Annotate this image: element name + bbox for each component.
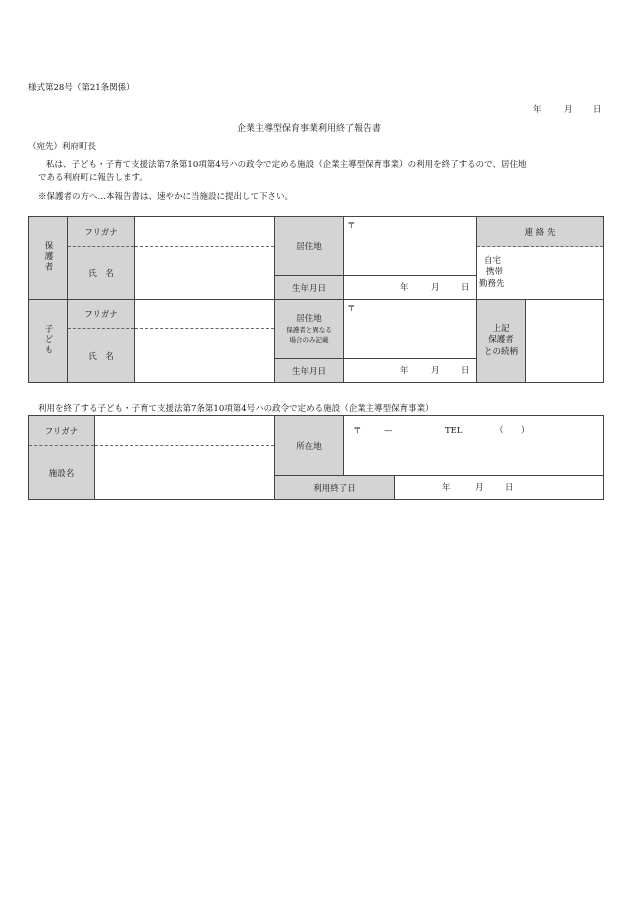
facility-table <box>28 415 604 500</box>
child-dob-year: 年 <box>400 366 409 376</box>
date-year: 年 <box>533 105 542 115</box>
child-dob-month: 月 <box>431 366 440 376</box>
facility-furigana-label: フリガナ <box>29 416 95 446</box>
guardian-section-label: 保護者 <box>29 217 68 300</box>
contact-field[interactable] <box>477 247 604 300</box>
addressee: （宛先）利府町長 <box>28 142 97 152</box>
relation-field[interactable] <box>526 300 604 383</box>
document-title: 企業主導型保育事業利用終了報告書 <box>237 124 382 134</box>
child-address-note1: 保護者と異なる <box>286 326 332 335</box>
end-date-day: 日 <box>505 483 514 493</box>
contact-header: 連 絡 先 <box>477 217 604 247</box>
guardian-name-label: 氏 名 <box>68 247 135 300</box>
child-name-label: 氏 名 <box>68 329 135 383</box>
end-date-year: 年 <box>442 483 451 493</box>
child-address-note2: 場合のみ記載 <box>289 336 329 344</box>
body-text-line1: 私は、子ども・子育て支援法第7条第10項第4号ハの政令で定める施設（企業主導型保育事業）の利用を終了するので、居住地 <box>46 160 527 170</box>
facility-tel-paren-open: （ <box>495 426 504 436</box>
postal-mark-icon: 〒 <box>347 221 356 231</box>
child-dob-day: 日 <box>461 366 470 376</box>
guardian-name-field[interactable] <box>135 247 275 300</box>
guardian-dob-label: 生年月日 <box>275 276 344 300</box>
end-date-month: 月 <box>475 483 484 493</box>
end-date-label: 利用終了日 <box>275 476 395 500</box>
postal-mark-icon: 〒 <box>347 304 356 314</box>
date-month: 月 <box>564 105 573 115</box>
facility-postal-mark: 〒 <box>353 426 362 436</box>
child-section-label: 子ども <box>29 300 68 383</box>
facility-tel-paren-close: ） <box>521 426 530 436</box>
body-text-line2: である利府町に報告します。 <box>38 173 148 183</box>
facility-name-label: 施設名 <box>29 446 95 500</box>
facility-location-label: 所在地 <box>275 416 344 476</box>
child-furigana-label: フリガナ <box>68 300 135 329</box>
contact-home-label: 自宅 <box>484 255 502 266</box>
contact-work-label: 勤務先 <box>479 278 505 289</box>
facility-furigana-field[interactable] <box>95 416 275 446</box>
form-number: 様式第28号（第21条関係） <box>28 83 135 93</box>
child-address-label: 居住地 保護者と異なる 場合のみ記載 <box>275 300 344 359</box>
date-day: 日 <box>593 105 602 115</box>
child-dob-label: 生年月日 <box>275 359 344 383</box>
guardian-furigana-field[interactable] <box>135 217 275 247</box>
child-furigana-field[interactable] <box>135 300 275 329</box>
child-dob-field[interactable] <box>344 359 477 383</box>
notice-text: ※保護者の方へ…本報告書は、速やかに当施設に提出して下さい。 <box>38 192 294 202</box>
facility-heading: 利用を終了する子ども・子育て支援法第7条第10項第4号ハの政令で定める施設（企業主導型保育事業） <box>38 404 434 414</box>
facility-postal-dash: — <box>384 426 393 436</box>
relation-label: 上記 保護者 との続柄 <box>477 300 526 383</box>
facility-tel-label: TEL <box>445 426 463 436</box>
guardian-dob-month: 月 <box>431 283 440 293</box>
facility-name-field[interactable] <box>95 446 275 500</box>
guardian-furigana-label: フリガナ <box>68 217 135 247</box>
guardian-address-field[interactable] <box>344 217 477 276</box>
applicant-table <box>28 216 604 383</box>
guardian-dob-year: 年 <box>400 283 409 293</box>
facility-location-field[interactable] <box>344 416 604 476</box>
end-date-field[interactable] <box>395 476 604 500</box>
child-name-field[interactable] <box>135 329 275 383</box>
child-address-field[interactable] <box>344 300 477 359</box>
guardian-dob-field[interactable] <box>344 276 477 300</box>
guardian-address-label: 居住地 <box>275 217 344 276</box>
contact-mobile-label: 携帯 <box>486 267 504 278</box>
guardian-dob-day: 日 <box>461 283 470 293</box>
